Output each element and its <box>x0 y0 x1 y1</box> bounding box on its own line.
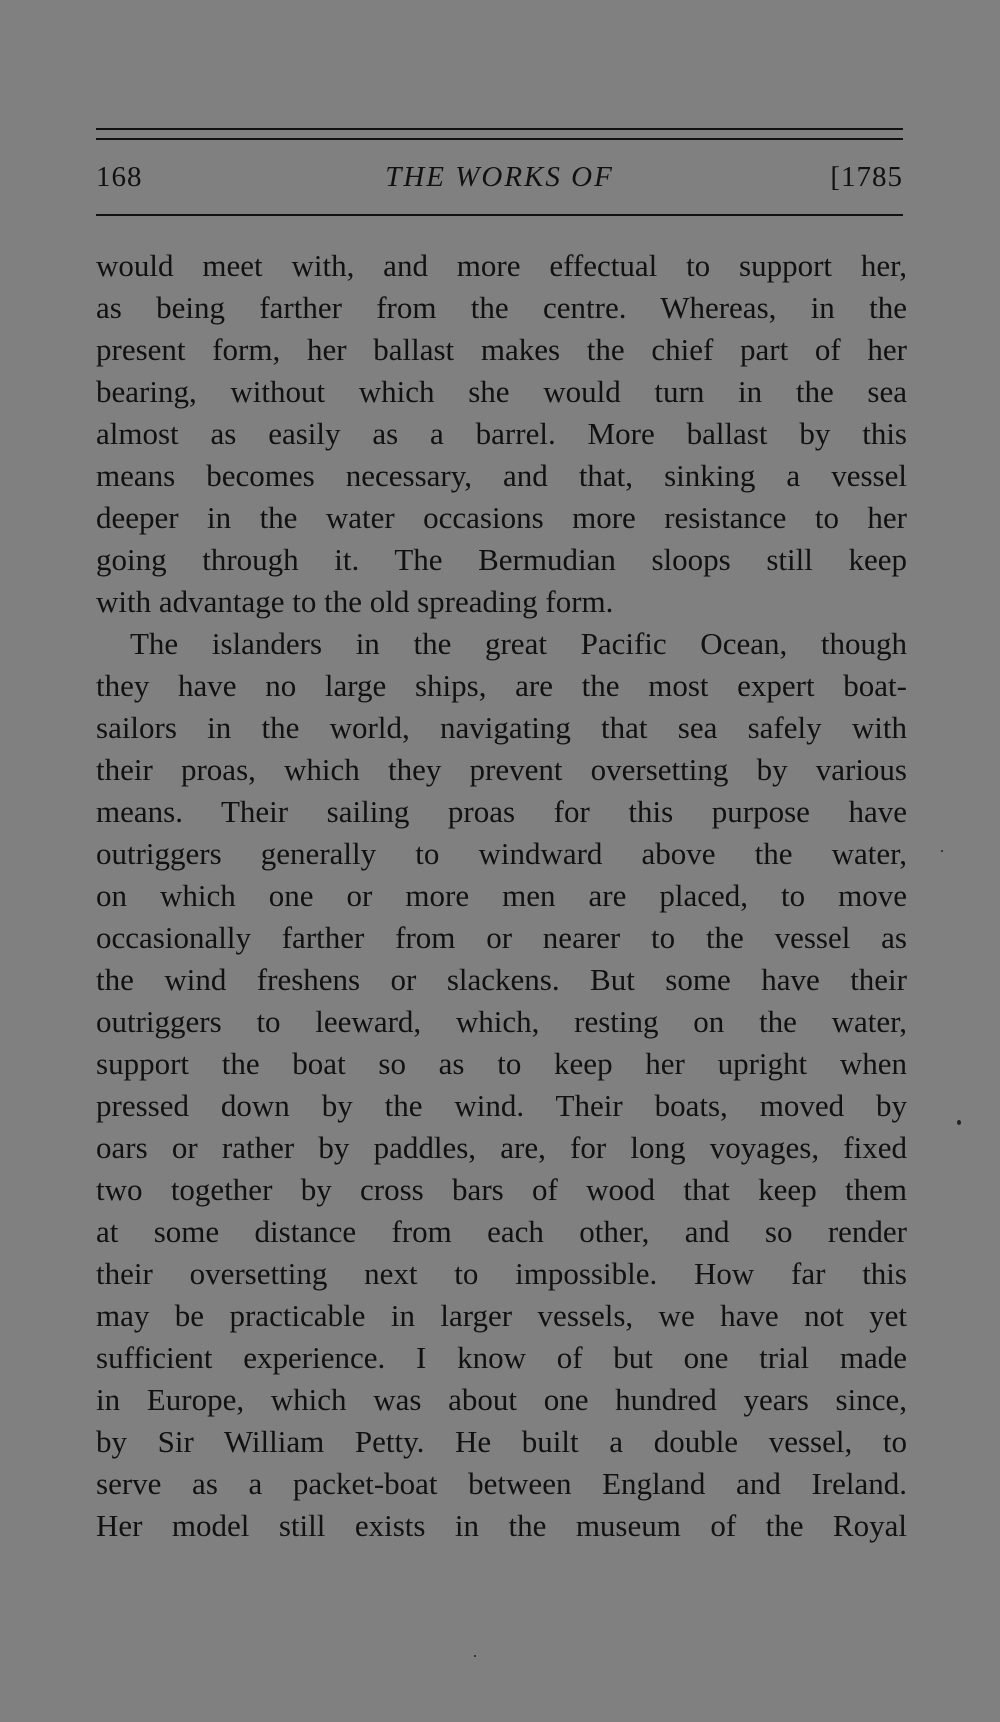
text-line: means becomes necessary, and that, sinking a vessel <box>96 458 907 493</box>
text-line: may be practicable in larger vessels, we have not yet <box>96 1298 907 1333</box>
text-line: outriggers to leeward, which, resting on the water, <box>96 1004 907 1039</box>
header-rule <box>96 214 903 216</box>
text-line: in Europe, which was about one hundred years since, <box>96 1382 907 1417</box>
text-line: present form, her ballast makes the chief part of her <box>96 332 907 367</box>
text-line: going through it. The Bermudian sloops still keep <box>96 542 907 577</box>
year-mark: [1785 <box>830 161 903 193</box>
text-line: they have no large ships, are the most expert boat- <box>96 668 907 703</box>
page-number: 168 <box>96 161 143 193</box>
top-rule-inner <box>96 138 903 140</box>
text-line: would meet with, and more effectual to support her, <box>96 248 907 283</box>
print-speck <box>957 1120 961 1125</box>
text-line: occasionally farther from or nearer to the vessel as <box>96 920 907 955</box>
text-line: means. Their sailing proas for this purpose have <box>96 794 907 829</box>
text-line: with advantage to the old spreading form. <box>96 584 614 619</box>
text-line: sufficient experience. I know of but one trial made <box>96 1340 907 1375</box>
text-line: outriggers generally to windward above the water, <box>96 836 907 871</box>
print-speck <box>474 1655 476 1657</box>
text-line: Her model still exists in the museum of the Royal <box>96 1508 907 1543</box>
text-line: the wind freshens or slackens. But some have their <box>96 962 907 997</box>
text-line: their proas, which they prevent oversetting by various <box>96 752 907 787</box>
text-line: serve as a packet-boat between England and Ireland. <box>96 1466 907 1501</box>
top-rule <box>96 128 903 130</box>
text-line: their oversetting next to impossible. How far this <box>96 1256 907 1291</box>
text-line: support the boat so as to keep her upright when <box>96 1046 907 1081</box>
text-line: The islanders in the great Pacific Ocean, though <box>130 626 907 661</box>
text-line: bearing, without which she would turn in the sea <box>96 374 907 409</box>
running-head <box>96 157 903 197</box>
text-line: pressed down by the wind. Their boats, moved by <box>96 1088 907 1123</box>
text-line: almost as easily as a barrel. More ballast by this <box>96 416 907 451</box>
text-line: deeper in the water occasions more resistance to her <box>96 500 907 535</box>
text-line: two together by cross bars of wood that keep them <box>96 1172 907 1207</box>
running-title: THE WORKS OF <box>385 161 614 193</box>
text-line: by Sir William Petty. He built a double vessel, to <box>96 1424 907 1459</box>
text-line: on which one or more men are placed, to move <box>96 878 907 913</box>
text-line: oars or rather by paddles, are, for long voyages, fixed <box>96 1130 907 1165</box>
text-line: sailors in the world, navigating that sea safely with <box>96 710 907 745</box>
text-line: as being farther from the centre. Whereas, in the <box>96 290 907 325</box>
print-speck <box>941 850 943 852</box>
body-text <box>96 245 907 1547</box>
text-line: at some distance from each other, and so render <box>96 1214 907 1249</box>
